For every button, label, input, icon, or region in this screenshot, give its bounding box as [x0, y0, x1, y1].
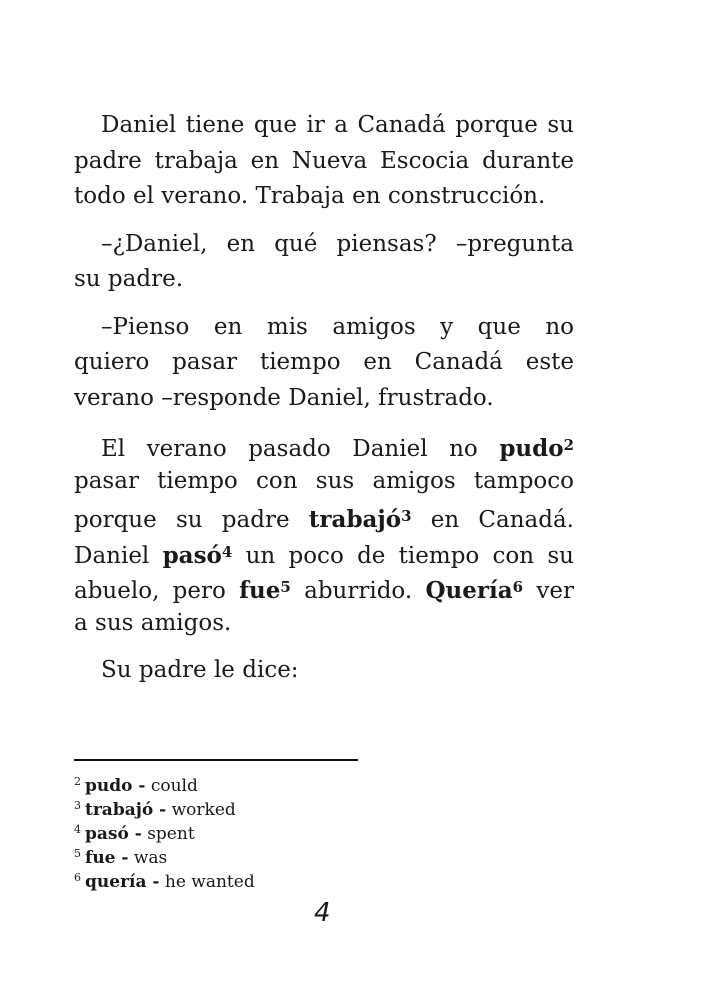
footnote-number: 2 [74, 775, 81, 788]
text-line [74, 499, 574, 535]
footnote-marker: 6 [512, 578, 524, 596]
paragraph [74, 653, 574, 689]
text-run: –Pienso en mis amigos y que no [101, 313, 574, 340]
text-run: verano –responde Daniel, frustrado. [74, 384, 494, 411]
text-run: padre trabaja en Nueva Escocia durante [74, 147, 574, 174]
page-number: 4 [314, 898, 331, 928]
text-run: Su padre le dice: [101, 657, 299, 683]
footnote-marker: 4 [221, 542, 233, 561]
footnote-term: quería - [85, 872, 160, 892]
text-line [74, 428, 574, 464]
text-line [74, 570, 574, 606]
footnote-marker: 3 [401, 507, 412, 525]
footnote-term: pudo - [85, 776, 146, 796]
text-line [74, 653, 574, 689]
text-line [74, 606, 574, 642]
text-run: un poco de tiempo con su [232, 542, 574, 569]
vocab-word: fue [239, 577, 281, 604]
vocab-word: pasó [162, 541, 222, 569]
footnote-term: fue - [85, 848, 129, 868]
vocab-word: trabajó [308, 506, 402, 533]
footnote [74, 818, 255, 842]
text-line [74, 535, 574, 571]
text-run: pasar tiempo con sus amigos tampoco [74, 467, 574, 494]
footnote-number: 4 [74, 823, 81, 836]
footnote-divider [74, 759, 358, 761]
text-line [74, 108, 574, 144]
text-run: Daniel tiene que ir a Canadá porque su [101, 112, 574, 138]
footnote-definition: could [145, 776, 198, 796]
text-run: –¿Daniel, en qué piensas? –pregunta [101, 230, 574, 257]
text-line [74, 262, 574, 298]
text-line [74, 227, 574, 263]
paragraph [74, 108, 574, 215]
text-line [74, 144, 574, 180]
text-run: quiero pasar tiempo en Canadá este [74, 349, 574, 375]
footnote-term: trabajó - [85, 800, 167, 820]
text-run: en Canadá. [411, 507, 574, 533]
paragraph [74, 310, 574, 417]
footnote-number: 6 [74, 871, 81, 884]
text-run: su padre. [74, 266, 184, 292]
body-text [74, 108, 574, 701]
footnote-term: pasó - [85, 824, 142, 844]
text-run: El verano pasado Daniel no [101, 436, 500, 462]
footnote [74, 794, 255, 818]
paragraph [74, 227, 574, 298]
text-run: aburrido. [290, 578, 426, 604]
footnote-number: 3 [74, 799, 81, 812]
footnote [74, 866, 255, 890]
footnote-marker: 2 [563, 436, 574, 454]
text-run: todo el verano. Trabaja en construcción. [74, 183, 546, 209]
footnote [74, 770, 255, 794]
text-run: porque su padre [74, 507, 309, 533]
vocab-word: Quería [425, 577, 513, 604]
text-line [74, 464, 574, 500]
footnote-marker: 5 [280, 578, 291, 596]
footnote [74, 842, 255, 866]
text-run: Daniel [74, 542, 163, 569]
text-run: abuelo, pero [74, 578, 240, 604]
text-run: ver [523, 578, 574, 604]
text-run: a sus amigos. [74, 609, 232, 636]
text-line [74, 179, 574, 215]
footnote-definition: worked [166, 800, 236, 820]
vocab-word: pudo [499, 435, 564, 462]
footnote-definition: he wanted [159, 872, 255, 892]
text-line [74, 381, 574, 417]
footnote-definition: spent [141, 824, 195, 844]
text-line [74, 310, 574, 346]
text-line [74, 345, 574, 381]
footnotes [74, 770, 255, 890]
footnote-number: 5 [74, 847, 81, 860]
footnote-definition: was [128, 848, 168, 868]
paragraph [74, 428, 574, 641]
